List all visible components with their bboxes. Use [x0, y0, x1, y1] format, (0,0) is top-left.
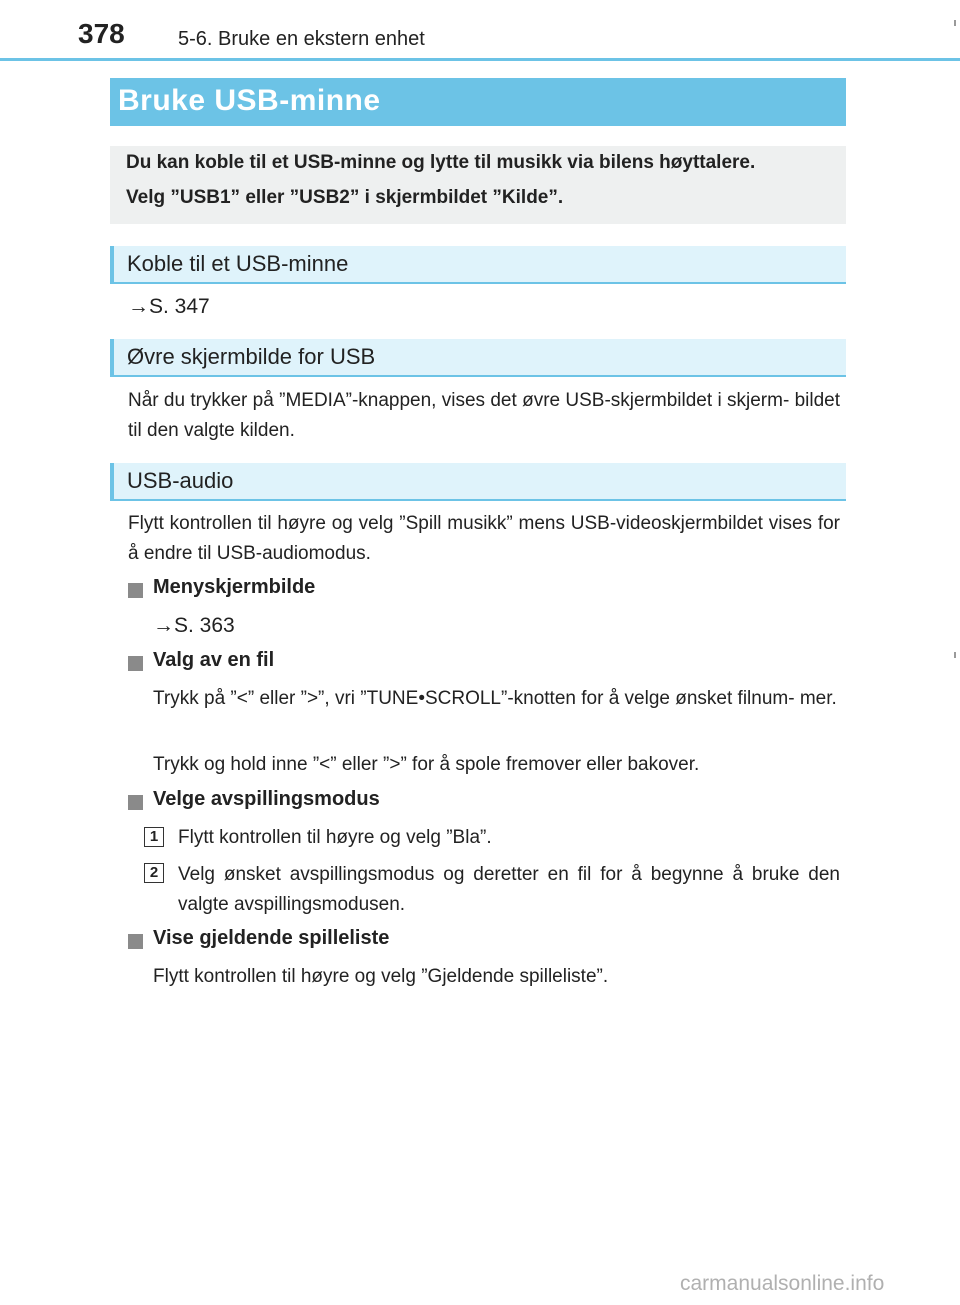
subheading-connect-label: Koble til et USB-minne	[127, 251, 349, 276]
crop-mark	[954, 652, 956, 658]
step-1-text: Flytt kontrollen til høyre og velg ”Bla”.	[178, 827, 492, 848]
bullet-square-icon	[128, 656, 143, 671]
file-paragraph-1: Trykk på ”<” eller ”>”, vri ”TUNE•SCROLL”-knotten for å velge ønsket filnum- mer.	[153, 688, 837, 709]
step-number-1: 1	[144, 827, 164, 847]
section-title: Bruke USB-minne	[118, 84, 381, 117]
intro-box	[110, 146, 846, 224]
usb-audio-paragraph: Flytt kontrollen til høyre og velg ”Spill musikk” mens USB-videoskjermbildet vises for å endre til USB-audiomodus.	[128, 513, 840, 564]
subheading-usb-audio	[110, 463, 846, 501]
subheading-usb-audio-label: USB-audio	[127, 468, 234, 493]
page-number: 378	[78, 18, 125, 49]
bullet-square-icon	[128, 795, 143, 810]
item-file-title: Valg av en fil	[153, 649, 275, 671]
item-menu-title: Menyskjermbilde	[153, 576, 316, 598]
playlist-paragraph: Flytt kontrollen til høyre og velg ”Gjeldende spilleliste”.	[153, 966, 609, 987]
section-title-bar	[110, 78, 846, 126]
subheading-top-screen-label: Øvre skjermbilde for USB	[127, 344, 376, 369]
bullet-square-icon	[128, 583, 143, 598]
bullet-square-icon	[128, 934, 143, 949]
intro-line-1: Du kan koble til et USB-minne og lytte til musikk via bilens høyttalere.	[126, 152, 756, 173]
crop-mark	[954, 20, 956, 26]
chapter-title: 5-6. Bruke en ekstern enhet	[178, 28, 425, 50]
item-playmode-title: Velge avspillingsmodus	[153, 788, 380, 810]
top-screen-paragraph: Når du trykker på ”MEDIA”-knappen, vises det øvre USB-skjermbildet i skjerm- bildet til den valgte kilden.	[128, 390, 840, 441]
step-number-2: 2	[144, 863, 164, 883]
subheading-top-screen	[110, 339, 846, 377]
page-header	[0, 0, 960, 62]
file-paragraph-2: Trykk og hold inne ”<” eller ”>” for å spole fremover eller bakover.	[153, 754, 700, 775]
item-playlist-title: Vise gjeldende spilleliste	[153, 927, 390, 949]
intro-line-2: Velg ”USB1” eller ”USB2” i skjermbildet ”Kilde”.	[126, 187, 564, 208]
step-2-text: Velg ønsket avspillingsmodus og deretter en fil for å begynne å bruke den valgte avspillingsmodusen.	[178, 864, 840, 915]
watermark: carmanualsonline.info	[680, 1272, 885, 1295]
menu-page-reference-link[interactable]: →S. 363	[153, 614, 235, 637]
page-reference-link[interactable]: →S. 347	[128, 295, 210, 318]
subheading-connect	[110, 246, 846, 284]
header-divider	[0, 58, 960, 61]
